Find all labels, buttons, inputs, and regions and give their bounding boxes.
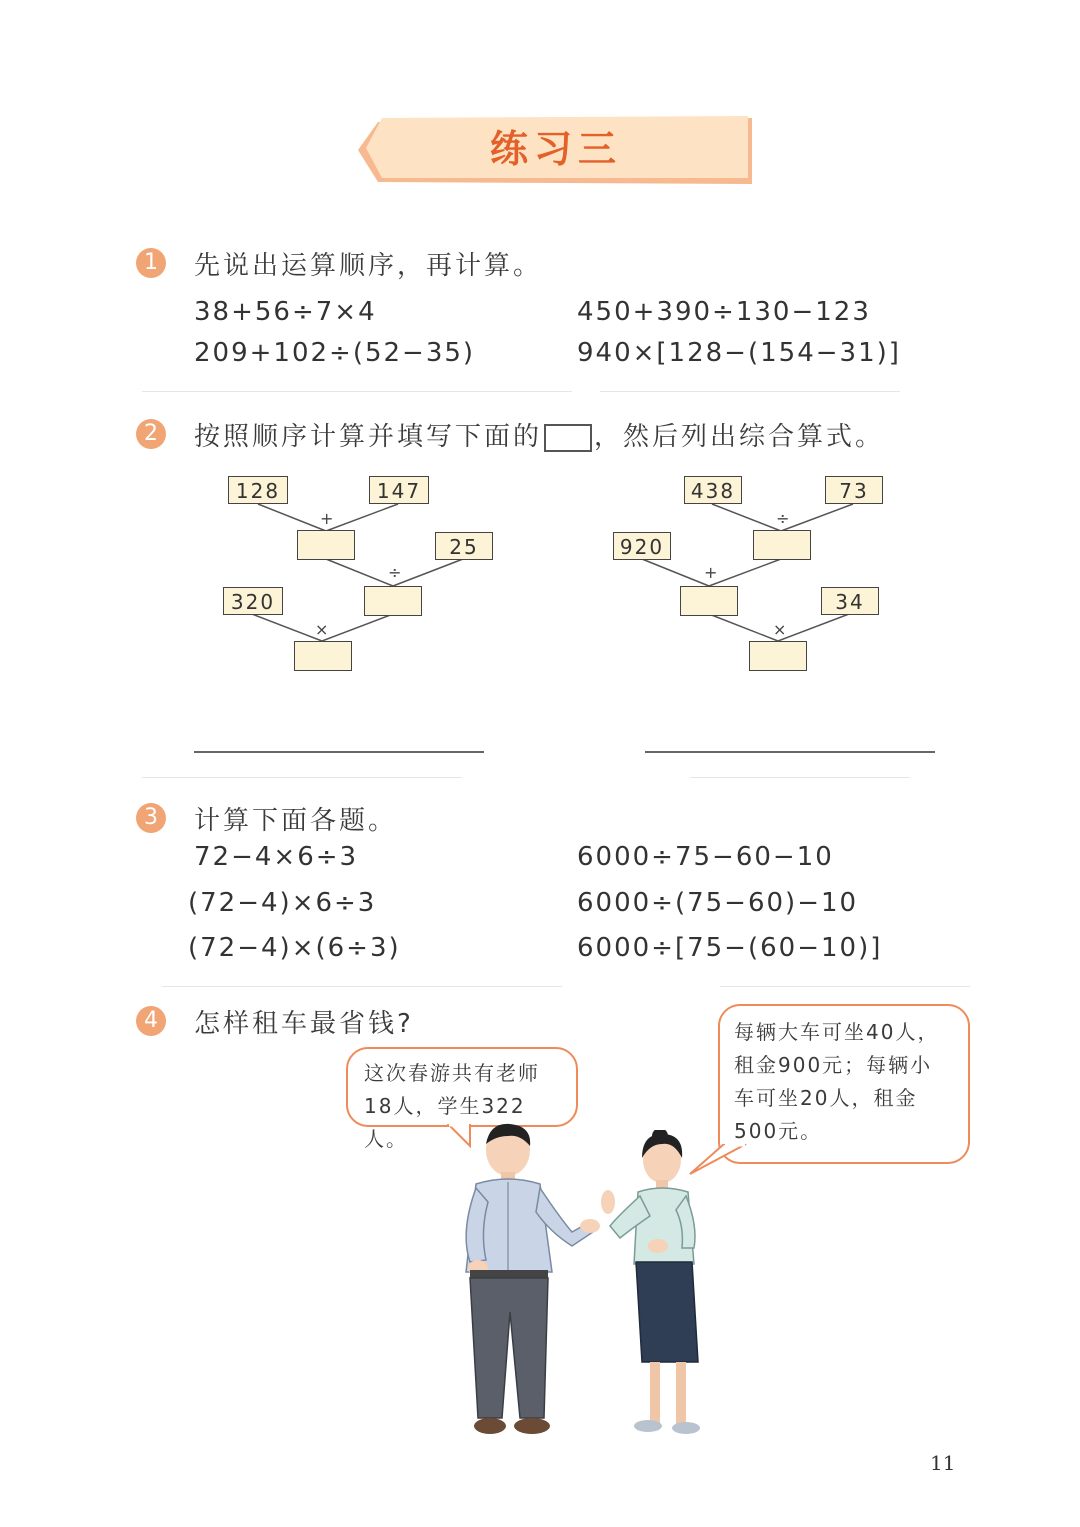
page-number: 11 <box>930 1451 956 1475</box>
bubble-line: 每辆大车可坐40人， <box>734 1020 940 1044</box>
question-number-2: 2 <box>136 419 166 449</box>
q3-expression-5: (72−4)×(6÷3) <box>188 933 401 963</box>
tree2-result-box[interactable] <box>749 641 807 671</box>
tree2-number-box: 34 <box>821 587 879 615</box>
tree1-answer-box[interactable] <box>364 586 422 616</box>
bubble-line: 500元。 <box>734 1119 823 1143</box>
bubble-line: 租金900元；每辆小 <box>734 1053 933 1077</box>
separator <box>162 986 562 987</box>
q3-expression-2: 6000÷75−60−10 <box>577 842 834 872</box>
male-teacher-illustration <box>440 1122 610 1442</box>
question-number-4: 4 <box>136 1006 166 1036</box>
speech-bubble-teacher-female <box>718 1004 970 1164</box>
tree2-answer-box[interactable] <box>680 586 738 616</box>
bubble-line: 18人，学生322人。 <box>364 1094 526 1151</box>
q1-expression-2: 450+390÷130−123 <box>577 297 871 327</box>
q1-expression-1: 38+56÷7×4 <box>194 297 377 327</box>
answer-line-2[interactable] <box>645 751 935 753</box>
question-number-1: 1 <box>136 248 166 278</box>
q3-expression-3: (72−4)×6÷3 <box>188 888 377 918</box>
separator <box>690 777 910 778</box>
tree2-number-box: 438 <box>684 476 742 504</box>
tree1-answer-box[interactable] <box>297 530 355 560</box>
bubble-line: 车可坐20人，租金 <box>734 1086 918 1110</box>
tree1-number-box: 320 <box>223 587 283 615</box>
tree2-operator-multiply: × <box>773 620 787 639</box>
speech-bubble-teacher-male <box>346 1047 578 1151</box>
tree1-operator-divide: ÷ <box>388 563 402 582</box>
tree-diagram-lines <box>0 0 1080 720</box>
female-teacher-illustration <box>598 1130 718 1442</box>
bubble-line: 这次春游共有老师 <box>364 1061 540 1085</box>
q1-expression-3: 209+102÷(52−35) <box>194 338 476 368</box>
answer-line-1[interactable] <box>194 751 484 753</box>
tree2-operator-plus: + <box>704 563 718 582</box>
tree1-result-box[interactable] <box>294 641 352 671</box>
question-4-prompt: 怎样租车最省钱? <box>194 1009 414 1039</box>
tree1-number-box: 128 <box>228 476 288 504</box>
q3-expression-1: 72−4×6÷3 <box>194 842 359 872</box>
separator <box>142 777 462 778</box>
q1-expression-4: 940×[128−(154−31)] <box>577 338 901 368</box>
tree2-operator-divide: ÷ <box>776 509 790 528</box>
tree1-operator-multiply: × <box>315 620 329 639</box>
tree1-operator-plus: + <box>320 509 334 528</box>
tree1-number-box: 25 <box>435 532 493 560</box>
question-1-prompt: 先说出运算顺序，再计算。 <box>194 251 543 281</box>
question-3-prompt: 计算下面各题。 <box>194 806 398 836</box>
question-number-3: 3 <box>136 803 166 833</box>
separator <box>720 986 970 987</box>
q3-expression-6: 6000÷[75−(60−10)] <box>577 933 883 963</box>
tree2-answer-box[interactable] <box>753 530 811 560</box>
tree2-number-box: 920 <box>613 532 671 560</box>
tree2-number-box: 73 <box>825 476 883 504</box>
q3-expression-4: 6000÷(75−60)−10 <box>577 888 859 918</box>
question-2-prompt-before: 按照顺序计算并填写下面的 <box>194 422 543 452</box>
page-title: 练习三 <box>489 126 622 171</box>
tree1-number-box: 147 <box>369 476 429 504</box>
question-2-prompt-after: ，然后列出综合算式。 <box>594 422 885 452</box>
